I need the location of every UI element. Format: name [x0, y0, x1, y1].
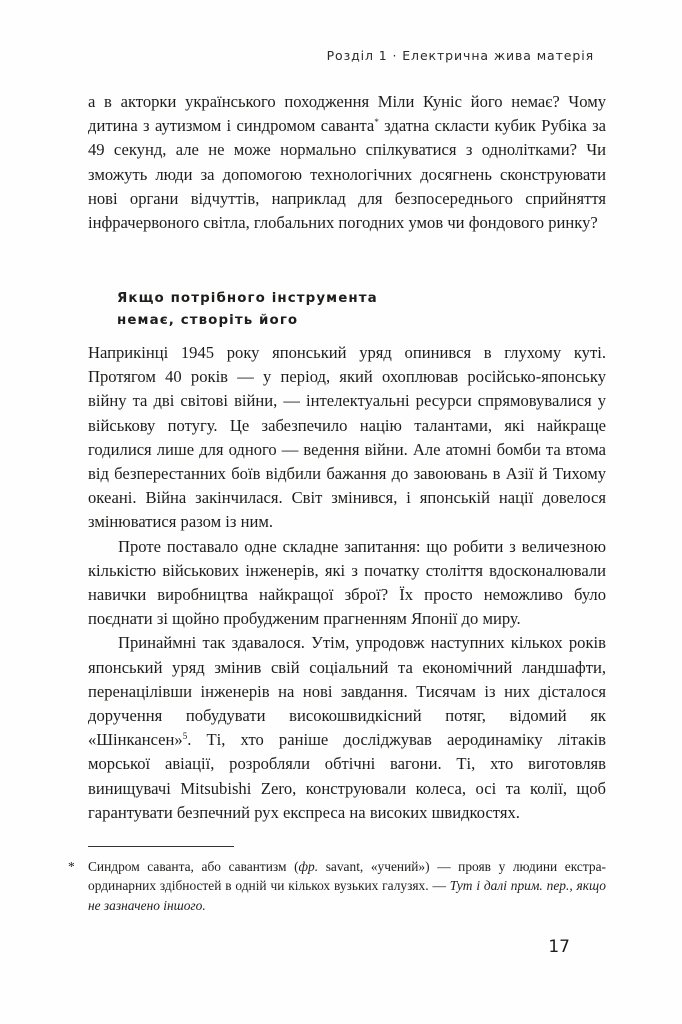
paragraph-3-part-b: . Ті, хто раніше досліджував аеродинаміку літаків морської авіації, розробляли обтічні вагони. Ті, хто виготовляв винищувачі Mitsubishi Zero, конструювали колеса, осі та колії, щоб гарантувати безпечний рух експреса на високих швидкостях. — [88, 730, 606, 822]
footnote-text — [88, 857, 606, 915]
body-paragraph-3 — [88, 631, 606, 825]
section-heading-line-1: Якщо потрібного інструмента — [117, 291, 378, 306]
intro-text-part-b: здатна скласти кубик Рубіка за 49 секунд, але не може нормально спілкуватися з однолітками? Чи зможуть люди за допомогою технологічних досягнень сконструювати нові органи відчуттів, наприклад для безпосереднього сприйняття інфрачервоного світла, глобальних погодних умов чи фондового ринку? — [88, 116, 606, 233]
paragraph-3-part-a: Принаймні так здавалося. Утім, упродовж наступних кількох років японський уряд змінив свій соціальний та економічний ландшафти, перенацілівши інженерів на нові завдання. Тисячам із них дісталося доручення побудувати високошвидкісний потяг, відомий як «Шінкансен» — [88, 633, 606, 750]
running-header: Розділ 1 · Електрична жива матерія — [326, 48, 594, 63]
footnote-marker: * — [68, 859, 75, 874]
footnote — [68, 857, 606, 915]
footnote-text-b: savant, «учений») — прояв у людини екстраординарних здібностей в одній чи кількох вузьких галузях. — — [88, 859, 606, 894]
footnote-reference[interactable]: * — [374, 117, 379, 128]
endnote-reference[interactable]: 5 — [182, 731, 188, 742]
intro-paragraph — [88, 90, 606, 235]
intro-text — [88, 90, 606, 235]
footnote-lang-abbr: фр. — [298, 859, 319, 874]
footnote-text-a: Синдром саванта, або савантизм ( — [88, 859, 299, 874]
body-paragraph-2: Проте поставало одне складне запитання: що робити з величезною кількістю військових інженерів, які з початку століття вдосконалювали навички виробництва найкращої зброї? Їх просто неможливо було поєднати зі щойно пробудженим прагненням Японії до миру. — [88, 536, 606, 629]
footnote-divider — [88, 846, 234, 847]
page-number: 17 — [548, 937, 570, 957]
section-heading-line-2: немає, створіть його — [117, 313, 299, 328]
section-heading — [117, 288, 378, 332]
footnote-translator-note: Тут і далі прим. пер., якщо не зазначено іншого. — [88, 878, 606, 913]
intro-text-part-a: а в акторки українського походження Міли Куніс його немає? Чому дитина з аутизмом і синдромом саванта — [88, 92, 606, 136]
body-text — [88, 341, 606, 825]
body-paragraph-1: Наприкінці 1945 року японський уряд опинився в глухому куті. Протягом 40 років — у період, який охоплював російсько-японську війну та дві світові війни, — інтелектуальні ресурси спрямовувалися у військову потугу. Це забезпечило націю талантами, які найкраще годилися лише для одного — ведення війни. Але атомні бомби та втома від безперестанних боїв відбили бажання до завоювань в Азії й Тихому океані. Війна закінчилася. Світ змінився, і японській нації довелося змінюватися разом із ним. — [88, 343, 606, 532]
